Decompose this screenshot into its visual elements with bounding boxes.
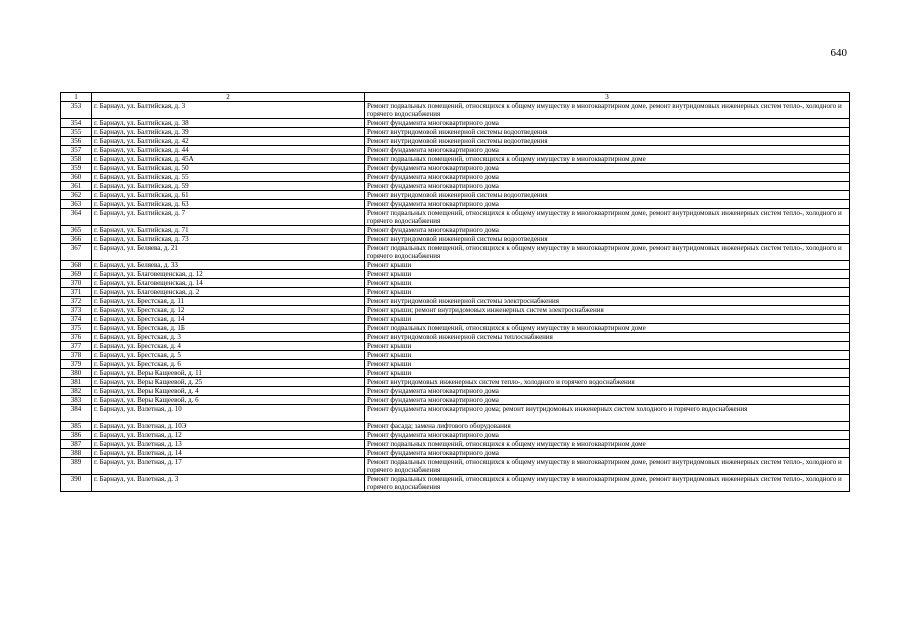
row-number: 386 bbox=[61, 431, 92, 440]
row-work: Ремонт подвальных помещений, относящихся к общему имуществу в многоквартирном доме, ремонт внутридомовых инженерных систем тепло-, холодного и горячего водоснабжения bbox=[365, 244, 850, 261]
row-work: Ремонт фундамента многоквартирного дома bbox=[365, 146, 850, 155]
row-address: г. Барнаул, ул. Балтийская, д. 45А bbox=[92, 155, 365, 164]
table-header-row bbox=[61, 93, 850, 102]
table-row bbox=[61, 297, 850, 306]
row-number: 362 bbox=[61, 191, 92, 200]
table-row bbox=[61, 351, 850, 360]
row-address: г. Барнаул, ул. Балтийская, д. 73 bbox=[92, 235, 365, 244]
row-number: 364 bbox=[61, 209, 92, 226]
table-row bbox=[61, 458, 850, 475]
table-row bbox=[61, 369, 850, 378]
row-number: 383 bbox=[61, 396, 92, 405]
row-number: 356 bbox=[61, 137, 92, 146]
row-number: 355 bbox=[61, 128, 92, 137]
row-work: Ремонт фундамента многоквартирного дома bbox=[365, 119, 850, 128]
row-work: Ремонт фундамента многоквартирного дома bbox=[365, 182, 850, 191]
row-number: 378 bbox=[61, 351, 92, 360]
row-number: 388 bbox=[61, 449, 92, 458]
row-address: г. Барнаул, ул. Балтийская, д. 50 bbox=[92, 164, 365, 173]
row-address: г. Барнаул, ул. Балтийская, д. 55 bbox=[92, 173, 365, 182]
row-work: Ремонт подвальных помещений, относящихся к общему имуществу в многоквартирном доме bbox=[365, 324, 850, 333]
table-row bbox=[61, 164, 850, 173]
table-row bbox=[61, 315, 850, 324]
row-work: Ремонт крыши bbox=[365, 261, 850, 270]
table-row bbox=[61, 270, 850, 279]
row-number: 357 bbox=[61, 146, 92, 155]
table-row bbox=[61, 209, 850, 226]
row-work: Ремонт фундамента многоквартирного дома bbox=[365, 200, 850, 209]
row-number: 354 bbox=[61, 119, 92, 128]
row-number: 376 bbox=[61, 333, 92, 342]
row-work: Ремонт внутридомовой инженерной системы водоотведения bbox=[365, 137, 850, 146]
row-address: г. Барнаул, ул. Балтийская, д. 59 bbox=[92, 182, 365, 191]
row-number: 365 bbox=[61, 226, 92, 235]
table-body bbox=[61, 102, 850, 492]
row-work: Ремонт внутридомовой инженерной системы водоотведения bbox=[365, 128, 850, 137]
table-row bbox=[61, 226, 850, 235]
row-work: Ремонт фундамента многоквартирного дома bbox=[365, 431, 850, 440]
row-work: Ремонт фундамента многоквартирного дома bbox=[365, 226, 850, 235]
row-address: г. Барнаул, ул. Брестская, д. 11 bbox=[92, 297, 365, 306]
row-number: 366 bbox=[61, 235, 92, 244]
table-row bbox=[61, 182, 850, 191]
table-row bbox=[61, 235, 850, 244]
row-number: 390 bbox=[61, 475, 92, 492]
row-address: г. Барнаул, ул. Благовещенская, д. 12 bbox=[92, 270, 365, 279]
table-row bbox=[61, 387, 850, 396]
row-work: Ремонт крыши bbox=[365, 288, 850, 297]
table-row bbox=[61, 173, 850, 182]
table-row bbox=[61, 128, 850, 137]
row-number: 373 bbox=[61, 306, 92, 315]
row-number: 358 bbox=[61, 155, 92, 164]
table-row bbox=[61, 119, 850, 128]
row-address: г. Барнаул, ул. Брестская, д. 1Б bbox=[92, 324, 365, 333]
row-work: Ремонт фундамента многоквартирного дома bbox=[365, 449, 850, 458]
row-work: Ремонт внутридомовой инженерной системы водоотведения bbox=[365, 191, 850, 200]
row-address: г. Барнаул, ул. Благовещенская, д. 14 bbox=[92, 279, 365, 288]
row-work: Ремонт крыши bbox=[365, 360, 850, 369]
row-number: 389 bbox=[61, 458, 92, 475]
row-number: 375 bbox=[61, 324, 92, 333]
row-work: Ремонт фундамента многоквартирного дома bbox=[365, 164, 850, 173]
table-row bbox=[61, 261, 850, 270]
row-work: Ремонт фасада; замена лифтового оборудования bbox=[365, 422, 850, 431]
table-row bbox=[61, 306, 850, 315]
row-address: г. Барнаул, ул. Веры Кащеевой, д. 6 bbox=[92, 396, 365, 405]
row-work: Ремонт внутридомовой инженерной системы водоотведения bbox=[365, 235, 850, 244]
table-row bbox=[61, 378, 850, 387]
row-number: 369 bbox=[61, 270, 92, 279]
row-address: г. Барнаул, ул. Балтийская, д. 7 bbox=[92, 209, 365, 226]
row-work: Ремонт крыши bbox=[365, 270, 850, 279]
table-row bbox=[61, 324, 850, 333]
row-address: г. Барнаул, ул. Взлетная, д. 10 bbox=[92, 405, 365, 422]
table-row bbox=[61, 155, 850, 164]
row-address: г. Барнаул, ул. Брестская, д. 14 bbox=[92, 315, 365, 324]
row-address: г. Барнаул, ул. Брестская, д. 6 bbox=[92, 360, 365, 369]
row-address: г. Барнаул, ул. Балтийская, д. 3 bbox=[92, 102, 365, 119]
row-work: Ремонт подвальных помещений, относящихся к общему имуществу в многоквартирном доме, ремонт внутридомовых инженерных систем тепло-, холодного и горячего водоснабжения bbox=[365, 209, 850, 226]
table-row bbox=[61, 279, 850, 288]
table-row bbox=[61, 431, 850, 440]
row-number: 384 bbox=[61, 405, 92, 422]
works-table bbox=[60, 92, 850, 492]
column-header-work: 3 bbox=[365, 93, 850, 102]
column-header-address: 2 bbox=[92, 93, 365, 102]
row-address: г. Барнаул, ул. Брестская, д. 5 bbox=[92, 351, 365, 360]
table-row bbox=[61, 449, 850, 458]
row-address: г. Барнаул, ул. Брестская, д. 4 bbox=[92, 342, 365, 351]
row-number: 360 bbox=[61, 173, 92, 182]
row-address: г. Барнаул, ул. Балтийская, д. 61 bbox=[92, 191, 365, 200]
row-address: г. Барнаул, ул. Балтийская, д. 71 bbox=[92, 226, 365, 235]
row-number: 361 bbox=[61, 182, 92, 191]
row-work: Ремонт подвальных помещений, относящихся к общему имуществу в многоквартирном доме bbox=[365, 155, 850, 164]
row-number: 374 bbox=[61, 315, 92, 324]
row-number: 363 bbox=[61, 200, 92, 209]
row-work: Ремонт фундамента многоквартирного дома bbox=[365, 396, 850, 405]
row-number: 380 bbox=[61, 369, 92, 378]
row-work: Ремонт фундамента многоквартирного дома bbox=[365, 173, 850, 182]
row-address: г. Барнаул, ул. Балтийская, д. 63 bbox=[92, 200, 365, 209]
table-row bbox=[61, 333, 850, 342]
column-header-number: 1 bbox=[61, 93, 92, 102]
row-work: Ремонт крыши bbox=[365, 279, 850, 288]
table-row bbox=[61, 342, 850, 351]
table-row bbox=[61, 200, 850, 209]
row-number: 367 bbox=[61, 244, 92, 261]
row-address: г. Барнаул, ул. Балтийская, д. 42 bbox=[92, 137, 365, 146]
row-number: 381 bbox=[61, 378, 92, 387]
table-row bbox=[61, 191, 850, 200]
table-row bbox=[61, 244, 850, 261]
row-work: Ремонт подвальных помещений, относящихся к общему имуществу в многоквартирном доме, ремонт внутридомовых инженерных систем тепло-, холодного и горячего водоснабжения bbox=[365, 475, 850, 492]
row-number: 353 bbox=[61, 102, 92, 119]
row-work: Ремонт крыши bbox=[365, 369, 850, 378]
row-number: 377 bbox=[61, 342, 92, 351]
row-address: г. Барнаул, ул. Взлетная, д. 14 bbox=[92, 449, 365, 458]
row-address: г. Барнаул, ул. Балтийская, д. 44 bbox=[92, 146, 365, 155]
table-row bbox=[61, 360, 850, 369]
row-work: Ремонт подвальных помещений, относящихся к общему имуществу в многоквартирном доме, ремонт внутридомовых инженерных систем тепло-, холодного и горячего водоснабжения bbox=[365, 458, 850, 475]
table-row bbox=[61, 475, 850, 492]
row-work: Ремонт подвальных помещений, относящихся к общему имуществу в многоквартирном доме, ремонт внутридомовых инженерных систем тепло-, холодного и горячего водоснабжения bbox=[365, 102, 850, 119]
row-address: г. Барнаул, ул. Благовещенская, д. 2 bbox=[92, 288, 365, 297]
row-address: г. Барнаул, ул. Балтийская, д. 39 bbox=[92, 128, 365, 137]
row-work: Ремонт крыши bbox=[365, 351, 850, 360]
table-row bbox=[61, 146, 850, 155]
table-row bbox=[61, 440, 850, 449]
table-row bbox=[61, 422, 850, 431]
table-row bbox=[61, 405, 850, 422]
row-work: Ремонт внутридомовой инженерной системы электроснабжения bbox=[365, 297, 850, 306]
row-work: Ремонт крыши; ремонт внутридомовых инженерных систем электроснабжения bbox=[365, 306, 850, 315]
row-address: г. Барнаул, ул. Взлетная, д. 10Э bbox=[92, 422, 365, 431]
row-number: 385 bbox=[61, 422, 92, 431]
row-address: г. Барнаул, ул. Беляева, д. 21 bbox=[92, 244, 365, 261]
page-number: 640 bbox=[830, 47, 847, 59]
table-row bbox=[61, 288, 850, 297]
row-address: г. Барнаул, ул. Веры Кащеевой, д. 4 bbox=[92, 387, 365, 396]
table-row bbox=[61, 102, 850, 119]
row-number: 382 bbox=[61, 387, 92, 396]
row-number: 372 bbox=[61, 297, 92, 306]
row-number: 387 bbox=[61, 440, 92, 449]
table-row bbox=[61, 396, 850, 405]
row-address: г. Барнаул, ул. Взлетная, д. 12 bbox=[92, 431, 365, 440]
row-work: Ремонт внутридомовой инженерной системы теплоснабжения bbox=[365, 333, 850, 342]
row-number: 371 bbox=[61, 288, 92, 297]
row-address: г. Барнаул, ул. Брестская, д. 12 bbox=[92, 306, 365, 315]
row-work: Ремонт фундамента многоквартирного дома; ремонт внутридомовых инженерных систем холодного и горячего водоснабжения bbox=[365, 405, 850, 422]
row-work: Ремонт подвальных помещений, относящихся к общему имуществу в многоквартирном доме bbox=[365, 440, 850, 449]
row-address: г. Барнаул, ул. Балтийская, д. 38 bbox=[92, 119, 365, 128]
row-number: 379 bbox=[61, 360, 92, 369]
row-address: г. Барнаул, ул. Взлетная, д. 13 bbox=[92, 440, 365, 449]
row-number: 370 bbox=[61, 279, 92, 288]
row-number: 359 bbox=[61, 164, 92, 173]
row-number: 368 bbox=[61, 261, 92, 270]
row-address: г. Барнаул, ул. Беляева, д. 33 bbox=[92, 261, 365, 270]
row-address: г. Барнаул, ул. Взлетная, д. 17 bbox=[92, 458, 365, 475]
row-address: г. Барнаул, ул. Веры Кащеевой, д. 11 bbox=[92, 369, 365, 378]
row-work: Ремонт внутридомовых инженерных систем тепло-, холодного и горячего водоснабжения bbox=[365, 378, 850, 387]
row-work: Ремонт крыши bbox=[365, 315, 850, 324]
row-address: г. Барнаул, ул. Веры Кащеевой, д. 25 bbox=[92, 378, 365, 387]
table-row bbox=[61, 137, 850, 146]
row-address: г. Барнаул, ул. Взлетная, д. 3 bbox=[92, 475, 365, 492]
row-work: Ремонт фундамента многоквартирного дома bbox=[365, 387, 850, 396]
row-work: Ремонт крыши bbox=[365, 342, 850, 351]
row-address: г. Барнаул, ул. Брестская, д. 3 bbox=[92, 333, 365, 342]
